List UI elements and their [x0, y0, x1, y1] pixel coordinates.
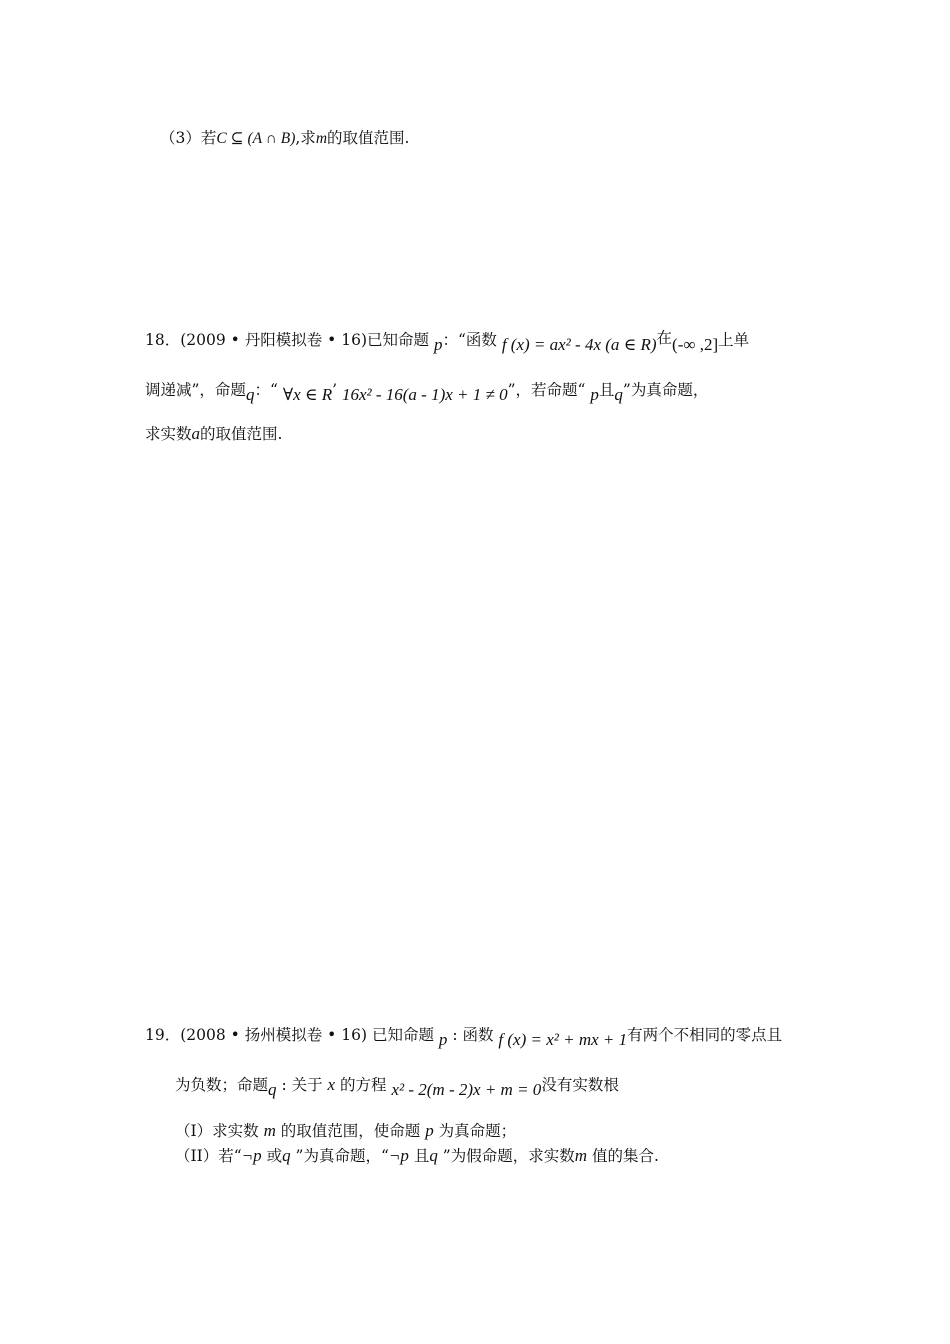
q18-proposition-q: q	[245, 385, 255, 404]
q19-source: (2008 • 扬州模拟卷 • 16)	[180, 1026, 367, 1044]
q18-close-quote: ”，若命题“	[507, 381, 586, 399]
q19-line-2	[175, 1075, 619, 1099]
q19-line1-end: 有两个不相同的零点且	[627, 1026, 783, 1044]
q18-colon-open: ：“函数	[442, 331, 497, 349]
q18-line-2	[145, 380, 709, 404]
q18-colon-open2: ：“	[254, 381, 278, 399]
q19-part2-end: 值的集合.	[591, 1147, 659, 1165]
q19-equation: x² - 2(m - 2)x + m = 0	[391, 1080, 542, 1099]
q18-line2-start: 调递减”，命题	[145, 381, 246, 399]
q18-q-in-and: q	[614, 385, 623, 404]
part3-tail: 的取值范围.	[327, 129, 410, 147]
q18-known: 已知命题	[367, 331, 430, 349]
q19-part2-q2: q	[429, 1146, 438, 1165]
q18-proposition-p: p	[433, 335, 443, 354]
q19-part2-m: m	[574, 1146, 587, 1165]
q18-forall: ∀x ∈ R	[282, 385, 333, 404]
q18-function: f (x) = ax² - 4x (a ∈ R)	[501, 335, 657, 354]
q18-line3-start: 求实数	[145, 425, 192, 443]
q19-part2-q: q	[282, 1146, 291, 1165]
q18-line-3	[145, 424, 282, 444]
q19-colon-func: : 函数	[447, 1026, 494, 1044]
part3-mid: ,求	[295, 129, 316, 147]
q19-part1-mid: 的取值范围，使命题	[280, 1122, 421, 1140]
q19-line-1	[145, 1025, 783, 1049]
q18-inequality: 16x² - 16(a - 1)x + 1 ≠ 0	[341, 385, 508, 404]
q19-part-1	[175, 1121, 516, 1141]
q18-comma: ’	[332, 381, 338, 399]
q19-proposition-q: q	[268, 1080, 277, 1099]
q19-part2-and: 且	[413, 1147, 430, 1165]
q19-part1-m: m	[263, 1121, 276, 1140]
q18-p-in-and: p	[590, 385, 599, 404]
q19-part2-not-p2: ¬p	[388, 1146, 409, 1165]
q19-part1-p: p	[425, 1121, 434, 1140]
q18-variable-a: a	[191, 424, 201, 443]
q19-part2-mid: ”为真命题，“	[295, 1147, 389, 1165]
q18-line3-end: 的取值范围.	[200, 425, 283, 443]
q18-shang-dan: 上单	[718, 331, 750, 349]
q18-interval: (-∞ ,2]	[672, 335, 719, 354]
q18-zai: 在	[656, 329, 673, 347]
q19-function: f (x) = x² + mx + 1	[498, 1030, 628, 1049]
q18-line-1	[145, 329, 750, 354]
q19-eq-label: 的方程	[340, 1076, 387, 1094]
q19-line2-start: 为负数；命题	[175, 1076, 269, 1094]
q19-part-2	[175, 1146, 659, 1166]
q19-part2-mid2: ”为假命题，求实数	[442, 1147, 575, 1165]
q19-part2-or: 或	[266, 1147, 283, 1165]
part3-set-expression: C ⊆ (A ∩ B)	[216, 130, 296, 147]
q18-number: 18．	[145, 331, 181, 349]
q19-part1-end: 为真命题；	[438, 1122, 517, 1140]
part3-line	[160, 128, 409, 149]
q19-number: 19．	[145, 1026, 181, 1044]
q18-qie: 且	[598, 381, 615, 399]
part3-label: （3）若	[160, 129, 217, 147]
q18-source: (2009 • 丹阳模拟卷 • 16)	[180, 331, 367, 349]
part3-variable: m	[315, 130, 328, 147]
q19-proposition-p: p	[438, 1030, 448, 1049]
q18-true-prop: ”为真命题，	[622, 381, 709, 399]
q19-part2-not-p: ¬p	[241, 1146, 262, 1165]
q19-known: 已知命题	[371, 1026, 434, 1044]
q19-part2-label: （II）若“	[175, 1147, 242, 1165]
q19-no-root: 没有实数根	[541, 1076, 619, 1094]
q19-part1-label: （I）求实数	[175, 1122, 259, 1140]
q19-variable-x: x	[327, 1075, 336, 1094]
q19-about: : 关于	[276, 1076, 323, 1094]
